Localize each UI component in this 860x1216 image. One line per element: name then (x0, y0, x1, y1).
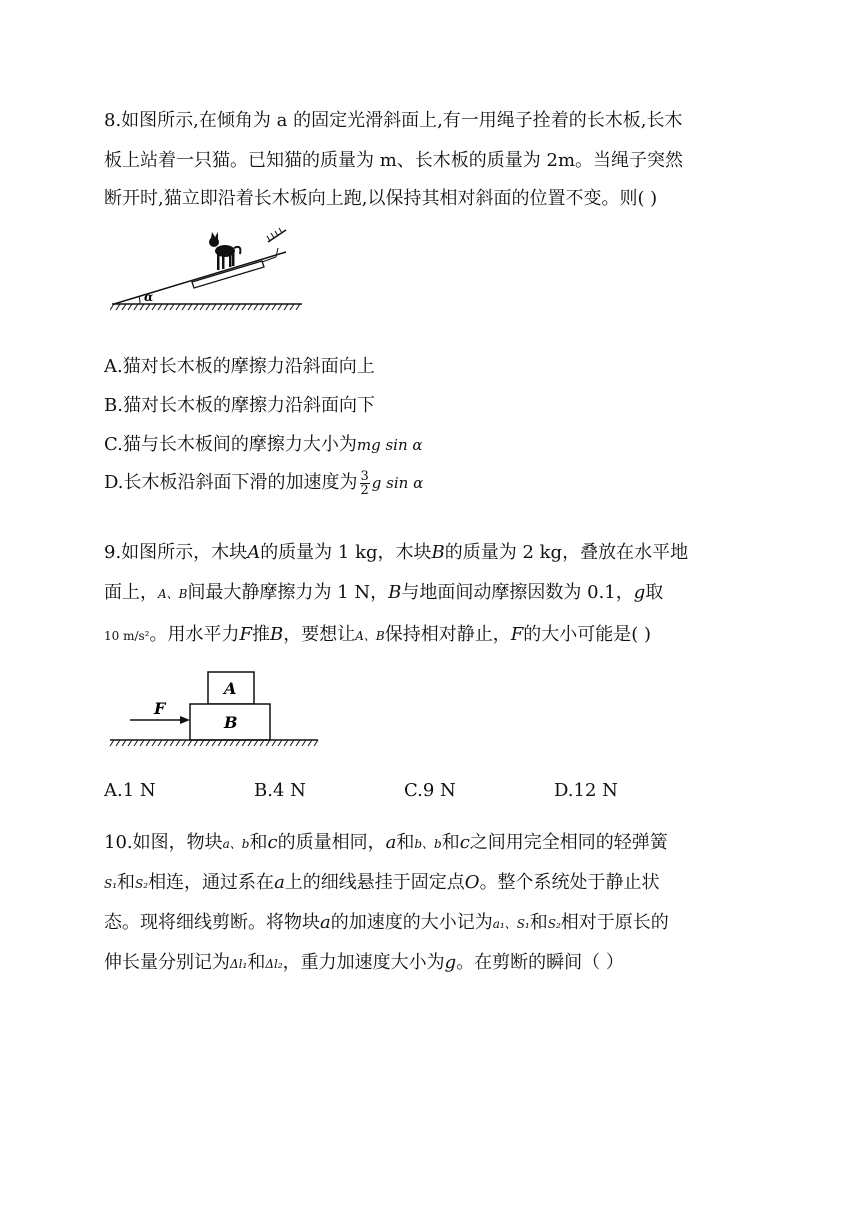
q9-stem-line-2: 面上，A、B间最大静摩擦力为 1 N，B与地面间动摩擦因数为 0.1，g取 (104, 582, 664, 603)
q8-option-a[interactable]: A.猫对长木板的摩擦力沿斜面向上 (104, 356, 375, 377)
q10-stem-line-3: 态。现将细线剪断。将物块a的加速度的大小记为a₁、S₁和S₂相对于原长的 (104, 912, 669, 933)
force-arrow-icon (180, 716, 190, 724)
force-label: F (154, 699, 166, 718)
q8-option-d-text: D.长木板沿斜面下滑的加速度为 (104, 472, 358, 493)
q10-stem-line-1: 10.如图，物块a、b和c的质量相同，a和b、b和c之间用完全相同的轻弹簧 (104, 832, 668, 853)
q9-option-c[interactable]: C.9 N (404, 780, 456, 801)
q10-stem-line-2: S₁和S₂相连，通过系在a上的细线悬挂于固定点O。整个系统处于静止状 (104, 872, 660, 893)
block-b-label: B (224, 713, 238, 732)
q9-stem-line-3: 10 m/s²。用水平力F推B，要想让A、B保持相对静止，F的大小可能是( ) (104, 624, 651, 645)
q8-option-b[interactable]: B.猫对长木板的摩擦力沿斜面向下 (104, 395, 375, 416)
cat-icon (209, 232, 240, 270)
q8-stem-line-3: 断开时,猫立即沿着长木板向上跑,以保持其相对斜面的位置不变。则( ) (104, 188, 658, 209)
q8-option-c-text: C.猫与长木板间的摩擦力大小为 (104, 434, 357, 455)
q8-angle-label: α (144, 290, 154, 304)
q8-incline-figure (110, 224, 306, 316)
q9-option-d[interactable]: D.12 N (554, 780, 618, 801)
q8-option-d[interactable] (104, 468, 423, 497)
q9-blocks-figure (108, 668, 320, 750)
q10-stem-line-4: 伸长量分别记为Δl₁和Δl₂，重力加速度大小为g。在剪断的瞬间（ ） (104, 952, 624, 973)
q9-stem-line-1: 9.如图所示，木块A的质量为 1 kg，木块B的质量为 2 kg，叠放在水平地 (104, 542, 689, 563)
q9-option-a[interactable]: A.1 N (104, 780, 156, 801)
q8-stem-line-2: 板上站着一只猫。已知猫的质量为 m、长木板的质量为 2m。当绳子突然 (104, 150, 684, 171)
q9-option-b[interactable]: B.4 N (254, 780, 306, 801)
q8-stem-line-1: 8.如图所示,在倾角为 a 的固定光滑斜面上,有一用绳子拴着的长木板,长木 (104, 110, 683, 131)
block-a-label: A (224, 679, 237, 698)
q8-option-c-formula: mg sin α (356, 436, 423, 454)
q8-option-c[interactable] (104, 430, 423, 456)
q8-option-d-fraction: $\frac{3}{2}$ (360, 468, 369, 498)
q8-option-d-formula: g sin α (371, 474, 424, 492)
